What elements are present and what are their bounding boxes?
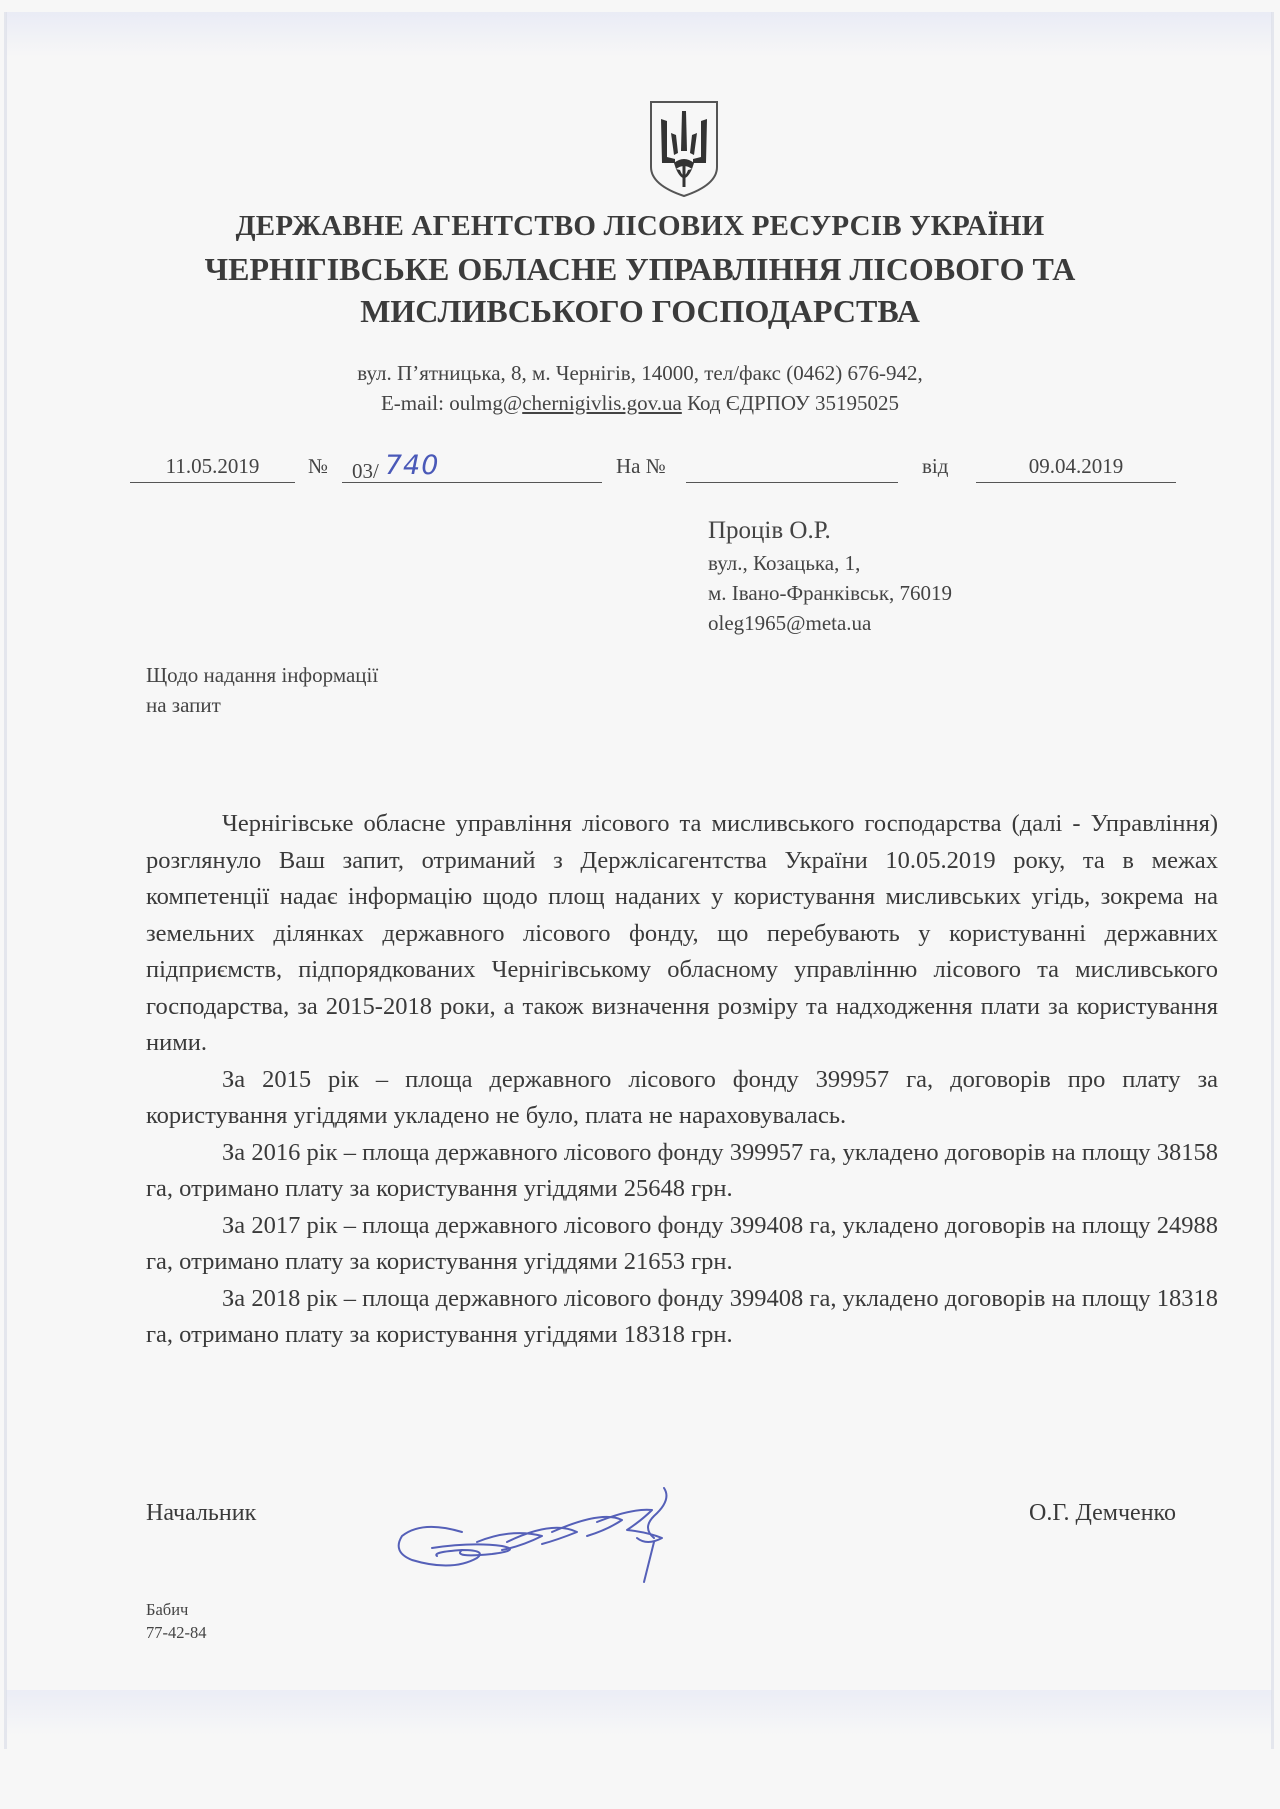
body-paragraph-2018: За 2018 рік – площа державного лісового фонду 399408 га, укладено договорів на площу 18318 га, отримано плату за користування угіддями 18318 грн.: [146, 1284, 1218, 1348]
subject-block: [146, 660, 378, 720]
recipient-city: м. Івано-Франківськ, 76019: [708, 581, 953, 605]
from-date: 09.04.2019: [1028, 454, 1124, 478]
reply-to-label: На №: [616, 454, 666, 478]
body-paragraph-2015: За 2015 рік – площа державного лісового фонду 399957 га, договорів про плату за користування угіддями укладено не було, плата не нараховувалась.: [146, 1065, 1218, 1129]
executor-block: [146, 1598, 207, 1644]
outgoing-date: 11.05.2019: [165, 454, 260, 478]
email-prefix: E-mail: oulmg@: [380, 391, 523, 415]
scan-shadow-top: [6, 12, 1272, 57]
executor-phone: 77-42-84: [146, 1623, 207, 1642]
outgoing-number-field: [342, 450, 602, 483]
reference-line: [130, 450, 1180, 490]
department-name-line2: МИСЛИВСЬКОГО ГОСПОДАРСТВА: [360, 293, 920, 329]
trident-coat-of-arms-icon: [648, 99, 720, 199]
recipient-block: [708, 514, 952, 638]
edrpou-code: Код ЄДРПОУ 35195025: [687, 391, 900, 415]
outgoing-date-field: [130, 454, 295, 483]
reply-to-number-field: [686, 454, 898, 483]
department-name-line1: ЧЕРНІГІВСЬКЕ ОБЛАСНЕ УПРАВЛІННЯ ЛІСОВОГО ТА: [204, 251, 1076, 287]
executor-name: Бабич: [146, 1600, 189, 1619]
scan-shadow-bottom: [6, 1690, 1272, 1735]
body-paragraph-intro: Чернігівське обласне управління лісового та мисливського господарства (далі - Управління) розглянуло Ваш запит, отриманий з Держлісагентства України 10.05.2019 року, та в межах компетенції надає інформацію щодо площ наданих у користування мисливських угідь, зокрема на земельних ділянках державного лісового фонду, що перебувають у користуванні державних підприємств, підпорядкованих Чернігівському обласному управлінню лісового та мисливського господарства, за 2015-2018 роки, а також визначення розміру та надходження плати за користування ними.: [146, 810, 1218, 1056]
handwritten-signature-icon: [392, 1480, 732, 1590]
subject-line1: Щодо надання інформації: [146, 663, 379, 687]
recipient-street: вул., Козацька, 1,: [708, 551, 861, 575]
department-name: [0, 248, 1280, 332]
recipient-name: Проців О.Р.: [708, 517, 831, 544]
signer-position: Начальник: [146, 1500, 257, 1526]
body-paragraph-2016: За 2016 рік – площа державного лісового фонду 399957 га, укладено договорів на площу 38158 га, отримано плату за користування угіддями 25648 грн.: [146, 1138, 1218, 1202]
agency-name: ДЕРЖАВНЕ АГЕНТСТВО ЛІСОВИХ РЕСУРСІВ УКРАЇНИ: [235, 210, 1045, 242]
email-link[interactable]: chernigivlis.gov.ua: [522, 391, 682, 415]
letter-body: [146, 806, 1218, 1354]
from-label: від: [922, 454, 949, 478]
number-label: №: [308, 454, 329, 478]
organization-contacts: [0, 358, 1280, 418]
handwritten-number: 740: [384, 450, 440, 481]
organization-address: вул. П’ятницька, 8, м. Чернігів, 14000, тел/факс (0462) 676-942,: [357, 361, 923, 385]
outgoing-number-prefix: 03/: [352, 459, 379, 483]
recipient-email: oleg1965@meta.ua: [708, 611, 872, 635]
organization-email-line: [0, 388, 1280, 418]
from-date-field: [976, 454, 1176, 483]
body-paragraph-2017: За 2017 рік – площа державного лісового фонду 399408 га, укладено договорів на площу 24988 га, отримано плату за користування угіддями 21653 грн.: [146, 1211, 1218, 1275]
signer-name: О.Г. Демченко: [1028, 1500, 1176, 1526]
subject-line2: на запит: [146, 693, 221, 717]
